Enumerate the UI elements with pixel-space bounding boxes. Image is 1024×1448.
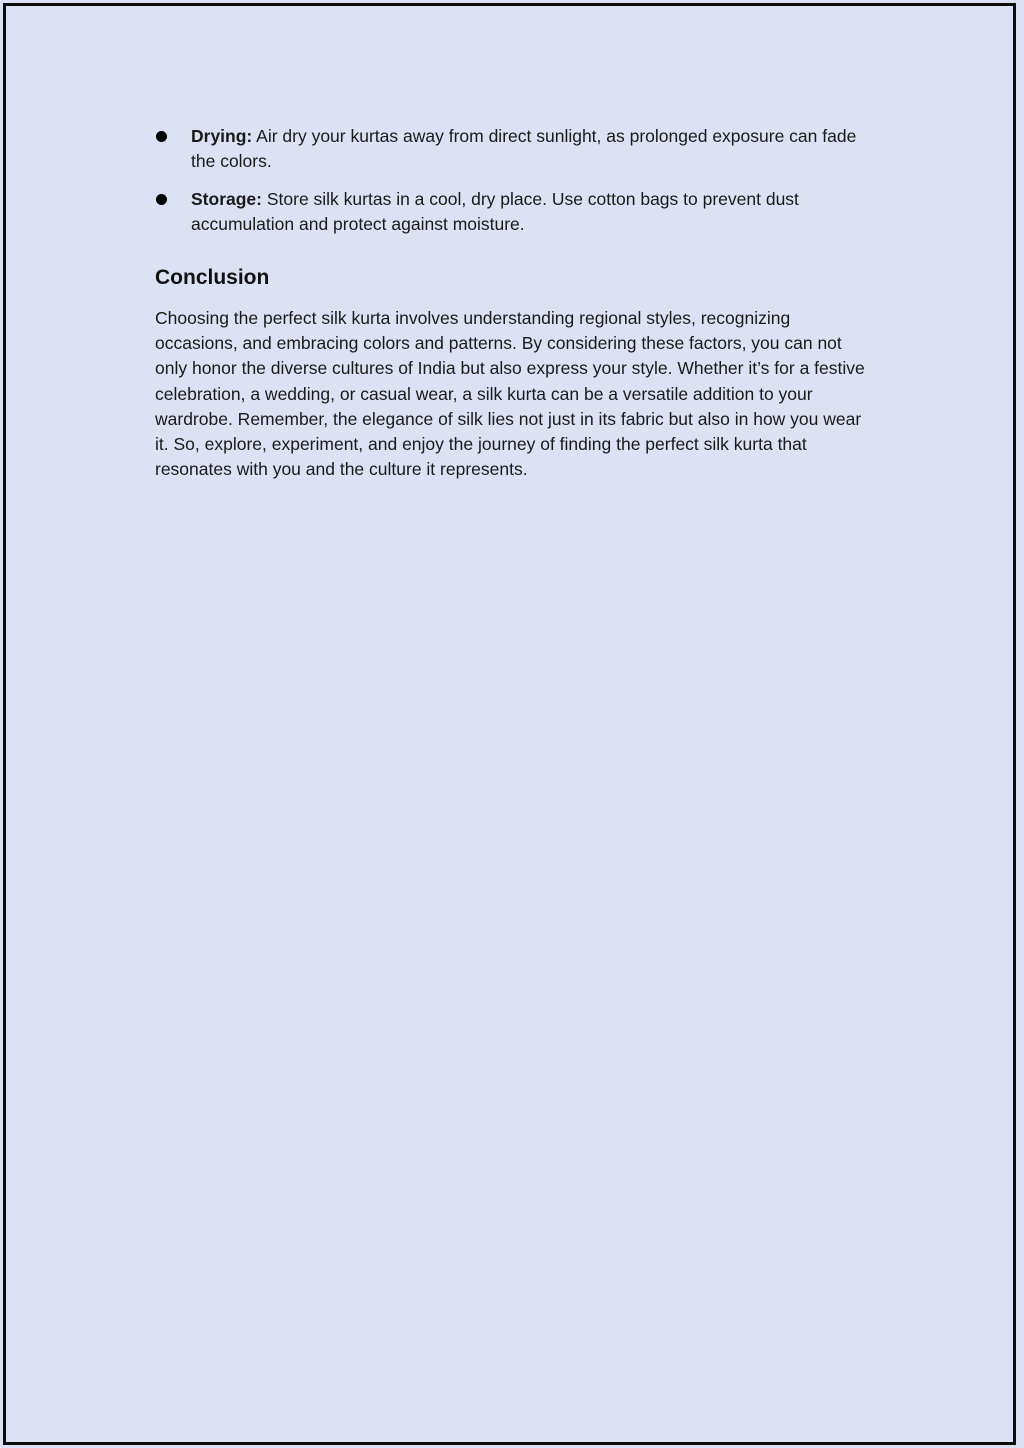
conclusion-heading: Conclusion: [155, 266, 270, 289]
list-item-term: Drying:: [191, 126, 253, 146]
list-item-term: Storage:: [191, 189, 262, 209]
care-tips-list: [155, 124, 875, 237]
bullet-icon: [156, 194, 167, 205]
bullet-icon: [156, 131, 167, 142]
conclusion-paragraph: Choosing the perfect silk kurta involves understanding regional styles, recognizing occasions, and embracing colors and patterns. By considering these factors, you can not only honor the diverse cultures of India but also express your style. Whether it’s for a festive celebration, a wedding, or casual wear, a silk kurta can be a versatile addition to your wardrobe. Remember, the elegance of silk lies not just in its fabric but also in how you wear it. So, explore, experiment, and enjoy the journey of finding the perfect silk kurta that resonates with you and the culture it represents.: [155, 308, 865, 480]
list-item-text: Air dry your kurtas away from direct sunlight, as prolonged exposure can fade the colors.: [191, 126, 857, 171]
page-content: [155, 124, 875, 482]
list-item-text: Store silk kurtas in a cool, dry place. Use cotton bags to prevent dust accumulation and protect against moisture.: [191, 189, 799, 234]
list-item-drying: [155, 124, 875, 174]
list-item-storage: [155, 187, 875, 237]
